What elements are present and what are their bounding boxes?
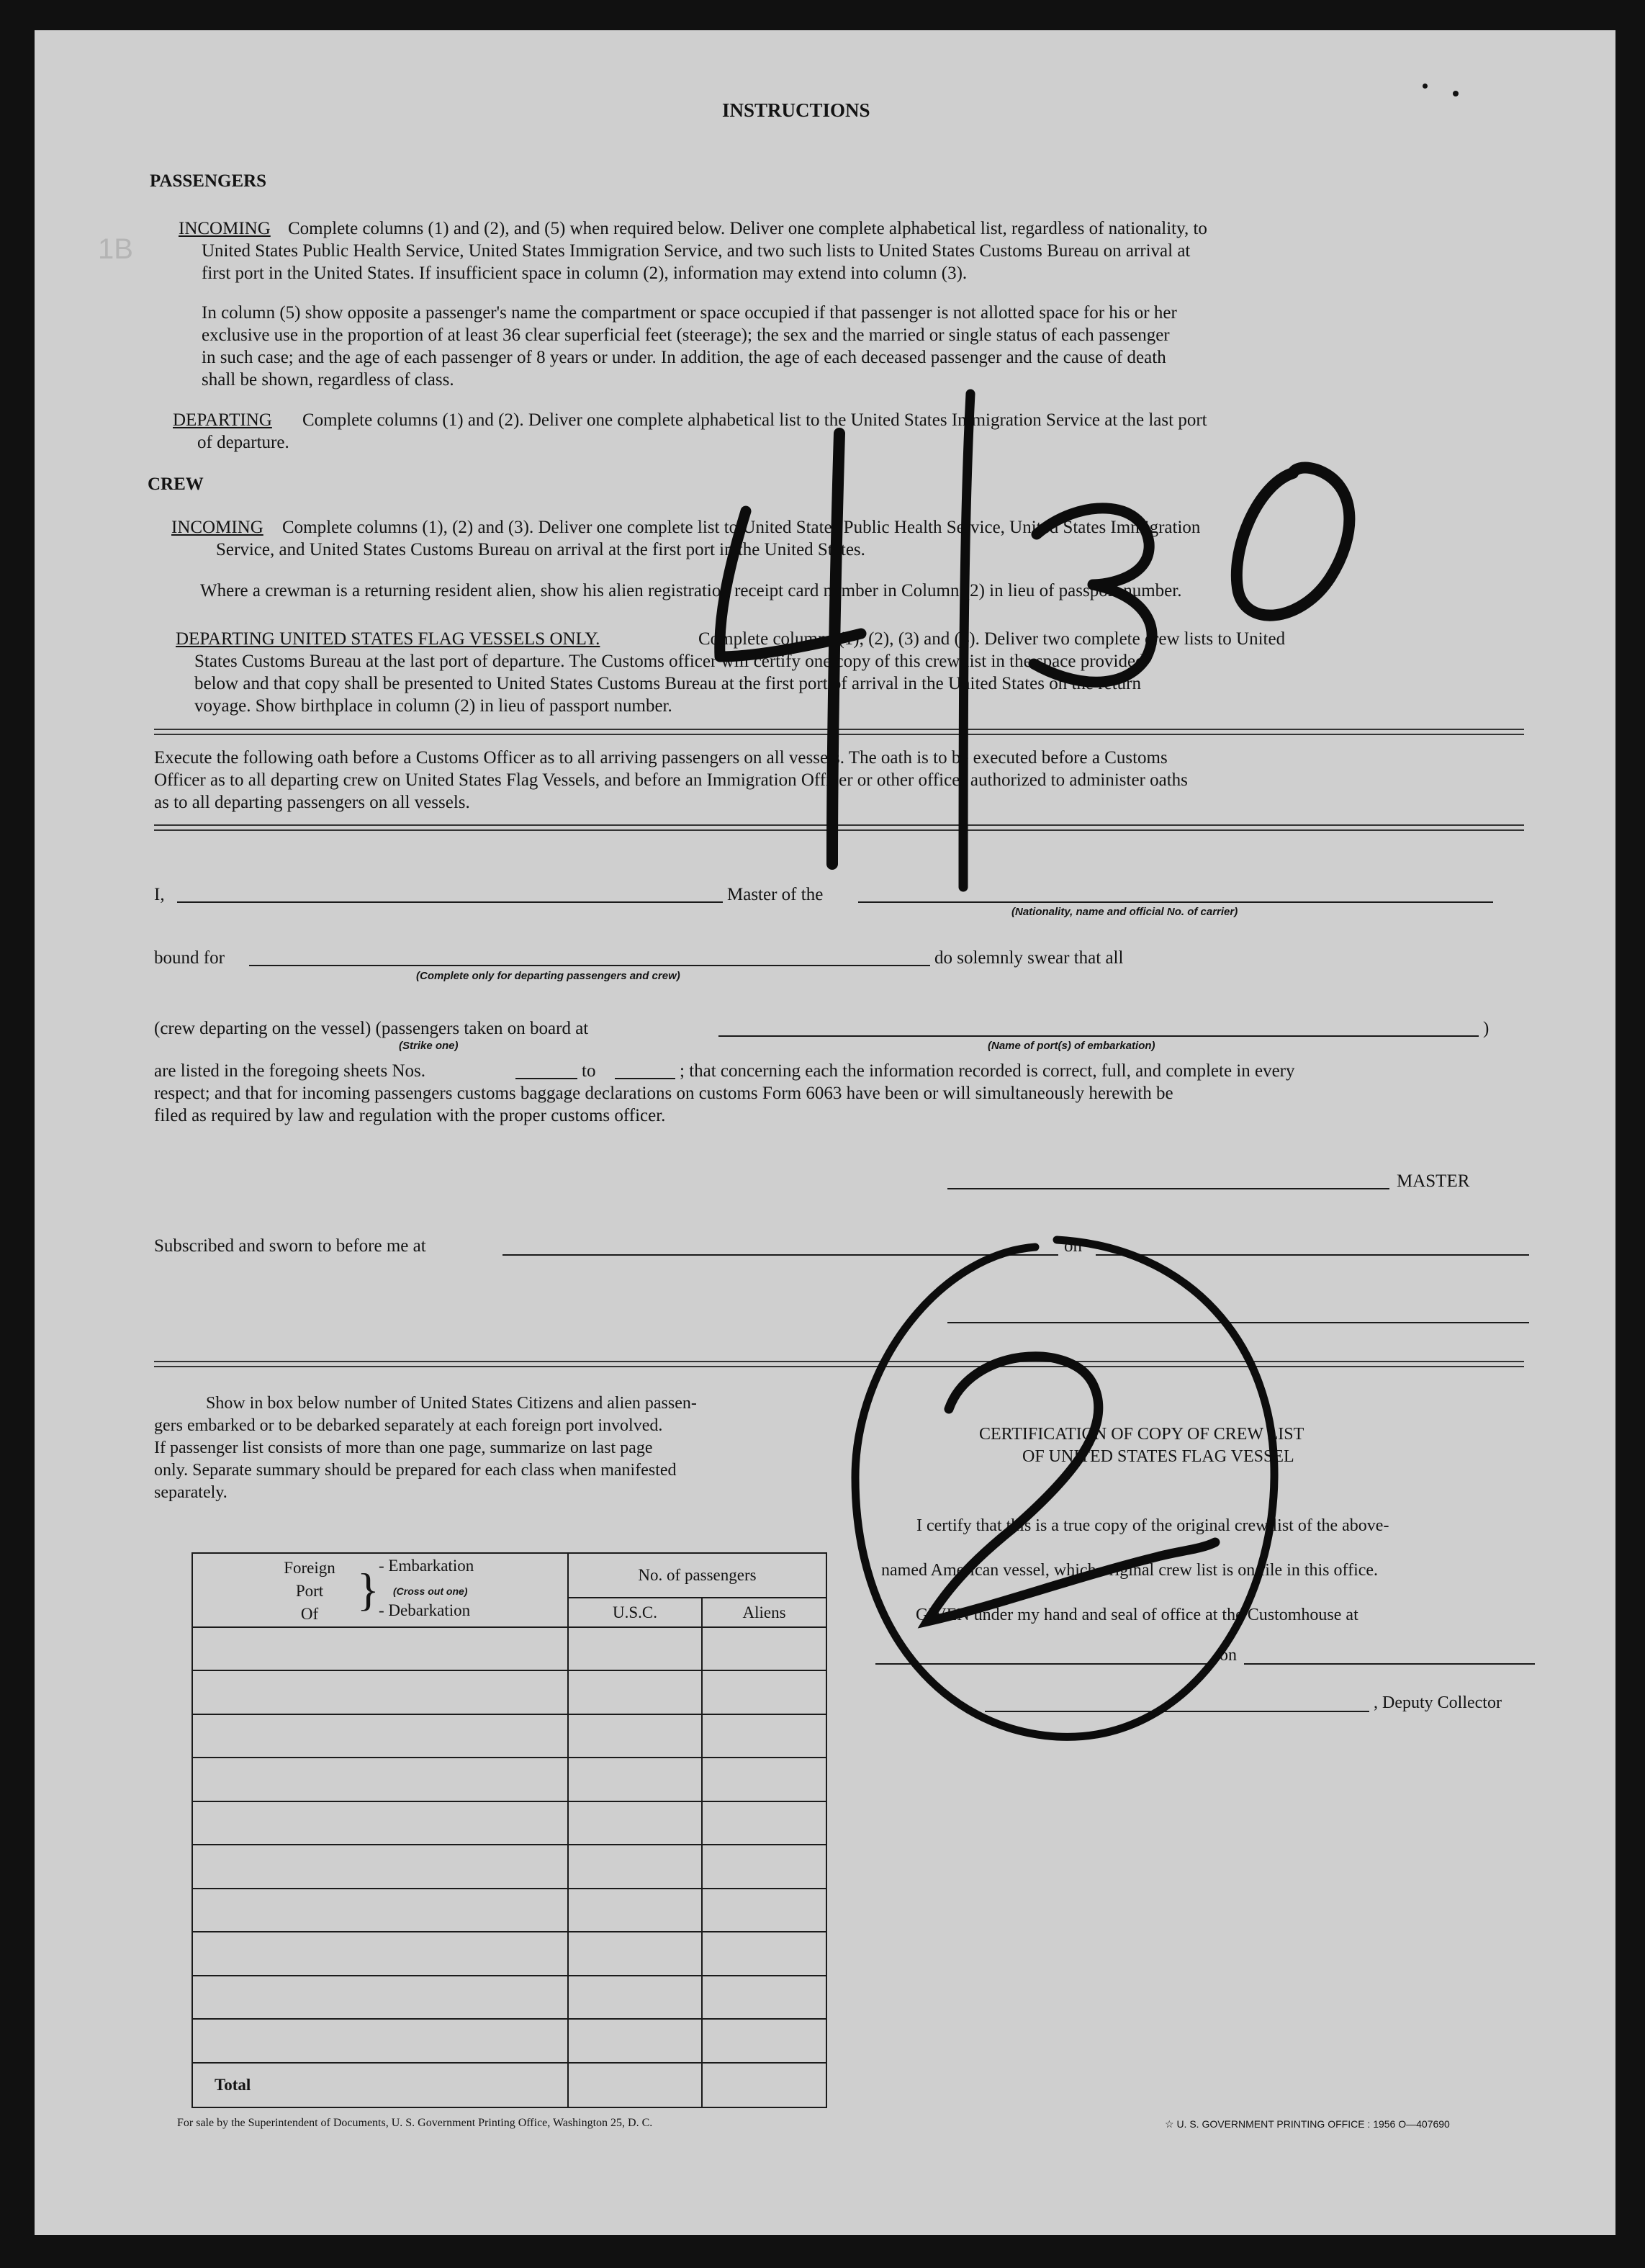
passengers-incoming-line-3: first port in the United States. If insufficient space in column (2), information may extend into column (3). xyxy=(202,264,968,283)
crew-departing-line-1: Complete columns (1), (2), (3) and (4). Deliver two complete crew lists to United xyxy=(698,629,1286,649)
sheets-to-label: to xyxy=(582,1061,596,1081)
column5-line-4: shall be shown, regardless of class. xyxy=(202,370,454,390)
crew-incoming-line-1: Complete columns (1), (2) and (3). Deliver one complete list to United States Public Health Service, United States Immigration xyxy=(282,518,1201,537)
of-label: Of xyxy=(300,1605,319,1623)
column5-line-1: In column (5) show opposite a passenger's name the compartment or space occupied if that passenger is not allotted space for his or her xyxy=(202,303,1177,323)
certification-on-label: on xyxy=(1220,1646,1237,1665)
crew-heading: CREW xyxy=(148,474,204,494)
filed-line: filed as required by law and regulation with the proper customs officer. xyxy=(154,1106,666,1125)
passengers-heading: PASSENGERS xyxy=(150,171,267,191)
speck xyxy=(1423,84,1428,89)
footer-right: ☆ U. S. GOVERNMENT PRINTING OFFICE : 1956 O—407690 xyxy=(1165,2118,1450,2130)
brace-icon: } xyxy=(357,1564,379,1615)
oath-line-2: Officer as to all departing crew on United States Flag Vessels, and before an Immigration Officer or other officer authorized to administer oaths xyxy=(154,770,1188,790)
footer-left: For sale by the Superintendent of Documents, U. S. Government Printing Office, Washington 25, D. C. xyxy=(177,2117,653,2129)
carrier-note: (Nationality, name and official No. of carrier) xyxy=(1011,906,1238,918)
oath-line-3: as to all departing passengers on all vessels. xyxy=(154,793,470,812)
crew-departing-label: DEPARTING UNITED STATES FLAG VESSELS ONLY. xyxy=(176,629,600,649)
total-label: Total xyxy=(192,2063,568,2108)
respect-line: respect; and that for incoming passengers customs baggage declarations on customs Form 6063 have been or will simultaneously herewith be xyxy=(154,1084,1173,1103)
certification-line-3: GIVEN under my hand and seal of office at the Customhouse at xyxy=(916,1606,1358,1624)
summary-line-1: Show in box below number of United States Citizens and alien passen- xyxy=(206,1394,697,1413)
crew-departing-option: (crew departing on the vessel) (passengers taken on board at xyxy=(154,1019,589,1038)
passengers-departing-line-2: of departure. xyxy=(197,433,289,452)
oath-i-label: I, xyxy=(154,885,165,904)
crew-incoming-label: INCOMING xyxy=(171,518,263,537)
swear-label: do solemnly swear that all xyxy=(934,948,1124,968)
passengers-departing-label: DEPARTING xyxy=(173,410,272,430)
certification-line-2: named American vessel, which original crew list is on file in this office. xyxy=(881,1561,1379,1580)
crew-departing-line-4: voyage. Show birthplace in column (2) in lieu of passport number. xyxy=(194,696,672,716)
usc-header: U.S.C. xyxy=(568,1598,702,1626)
crew-departing-line-2: States Customs Bureau at the last port of departure. The Customs officer will certify one copy of this crew list in the space provided xyxy=(194,652,1145,671)
sheets-statement: ; that concerning each the information recorded is correct, full, and complete in every xyxy=(680,1061,1295,1081)
passengers-departing-line-1: Complete columns (1) and (2). Deliver one complete alphabetical list to the United States Immigration Service at the last port xyxy=(302,410,1207,430)
subscribed-label: Subscribed and sworn to before me at xyxy=(154,1236,426,1256)
column5-line-3: in such case; and the age of each passenger of 8 years or under. In addition, the age of each deceased passenger and the cause of death xyxy=(202,348,1166,367)
ports-note: (Name of port(s) of embarkation) xyxy=(988,1040,1155,1052)
passengers-count-header: No. of passengers xyxy=(568,1553,826,1598)
cross-out-note: (Cross out one) xyxy=(393,1585,468,1597)
passengers-incoming-line-2: United States Public Health Service, United States Immigration Service, and two such lists to United States Customs Bureau on arrival at xyxy=(202,241,1191,261)
subscribed-on-label: on xyxy=(1064,1236,1082,1256)
page-title: INSTRUCTIONS xyxy=(722,99,870,121)
passengers-incoming-label: INCOMING xyxy=(179,219,271,238)
crew-incoming-line-2: Service, and United States Customs Bureau on arrival at the first port in the United States. xyxy=(216,540,865,559)
document-page xyxy=(35,30,1615,2235)
crew-departing-line-3: below and that copy shall be presented to United States Customs Bureau at the first port of arrival in the United States on the return xyxy=(194,674,1141,693)
close-paren: ) xyxy=(1483,1019,1489,1038)
summary-line-2: gers embarked or to be debarked separately at each foreign port involved. xyxy=(154,1416,663,1435)
oath-line-1: Execute the following oath before a Customs Officer as to all arriving passengers on all vessels. The oath is to be executed before a Customs xyxy=(154,748,1168,768)
certification-title-2: OF UNITED STATES FLAG VESSEL xyxy=(1022,1447,1294,1466)
summary-line-3: If passenger list consists of more than one page, summarize on last page xyxy=(154,1439,653,1457)
passengers-incoming-line-1: Complete columns (1) and (2), and (5) when required below. Deliver one complete alphabetical list, regardless of nationality, to xyxy=(288,219,1207,238)
summary-line-4: only. Separate summary should be prepared for each class when manifested xyxy=(154,1461,677,1480)
master-label: MASTER xyxy=(1397,1171,1470,1191)
deputy-collector-label: , Deputy Collector xyxy=(1374,1693,1502,1712)
port-label: Port xyxy=(295,1582,324,1600)
bound-for-note: (Complete only for departing passengers and crew) xyxy=(416,970,680,982)
handwriting-overlay xyxy=(35,30,1615,2235)
handwritten-number-icon xyxy=(720,394,1350,887)
circled-number-icon xyxy=(855,1240,1274,1737)
embarkation-option[interactable]: - Embarkation xyxy=(379,1557,474,1575)
margin-mark: 1B xyxy=(98,233,133,265)
column5-line-2: exclusive use in the proportion of at least 36 clear superficial feet (steerage); the sex and the married or single status of each passenger xyxy=(202,325,1170,345)
certification-line-1: I certify that this is a true copy of the original crew list of the above- xyxy=(916,1516,1389,1535)
crew-resident-line: Where a crewman is a returning resident alien, show his alien registration receipt card number in Column (2) in lieu of passport number. xyxy=(200,581,1182,600)
sheets-label: are listed in the foregoing sheets Nos. xyxy=(154,1061,425,1081)
debarkation-option[interactable]: - Debarkation xyxy=(379,1601,471,1619)
foreign-label: Foreign xyxy=(284,1559,335,1577)
summary-line-5: separately. xyxy=(154,1483,227,1502)
certification-title-1: CERTIFICATION OF COPY OF CREW LIST xyxy=(979,1425,1304,1444)
strike-note: (Strike one) xyxy=(399,1040,459,1052)
aliens-header: Aliens xyxy=(702,1598,826,1626)
speck xyxy=(1453,91,1459,96)
master-of-label: Master of the xyxy=(727,885,824,904)
bound-for-label: bound for xyxy=(154,948,225,968)
